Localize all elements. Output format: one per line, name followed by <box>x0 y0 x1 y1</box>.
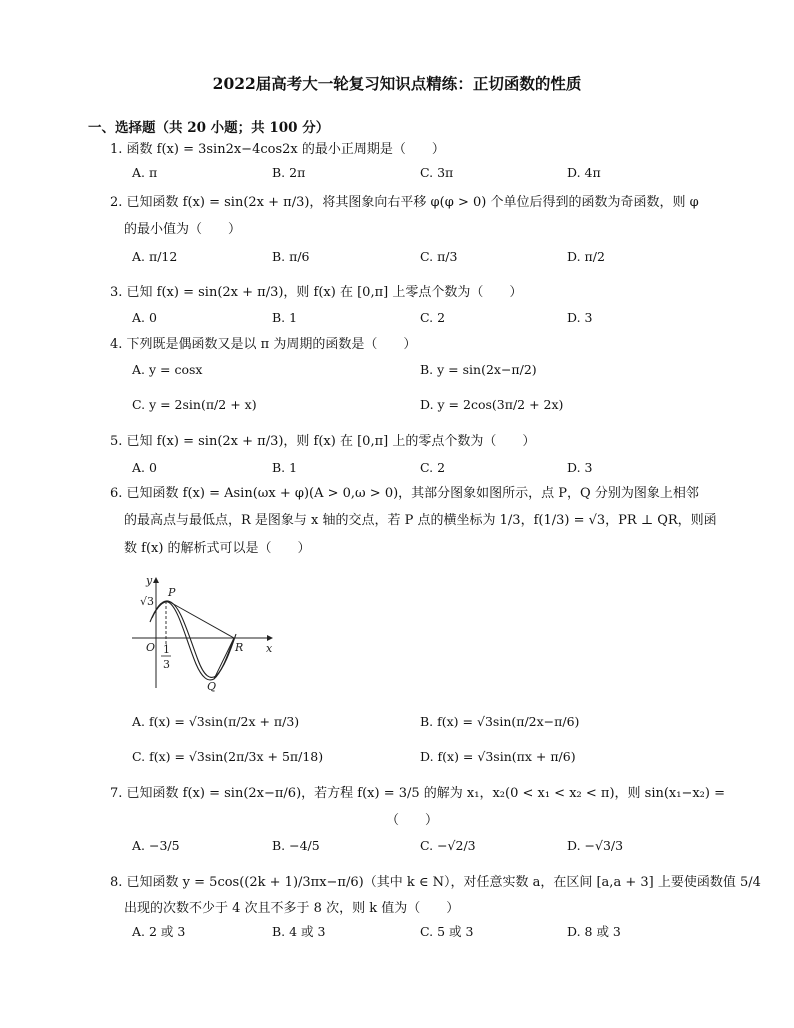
q1-option-d[interactable]: D. 4π <box>567 165 601 180</box>
q1-option-b[interactable]: B. 2π <box>272 165 306 180</box>
q3-option-a[interactable]: A. 0 <box>132 310 157 325</box>
y-label: y <box>146 574 153 587</box>
q1-option-c[interactable]: C. 3π <box>420 165 454 180</box>
q7-option-b[interactable]: B. −4/5 <box>272 838 320 853</box>
q2-stem-line-2: 的最小值为（ ） <box>124 222 242 237</box>
q8-option-c[interactable]: C. 5 或 3 <box>420 924 474 939</box>
r-label: R <box>235 641 244 654</box>
origin-label: O <box>146 641 156 654</box>
q8-stem-line-2: 出现的次数不少于 4 次且不多于 8 次，则 k 值为（ ） <box>124 901 460 916</box>
segment-pr <box>168 601 234 638</box>
q7-option-d[interactable]: D. −√3/3 <box>567 838 624 853</box>
q5-option-b[interactable]: B. 1 <box>272 460 298 475</box>
q6-option-c[interactable]: C. f(x) = √3sin(2π/3x + 5π/18) <box>132 749 324 764</box>
q6-option-d[interactable]: D. f(x) = √3sin(πx + π/6) <box>420 749 576 764</box>
q6-stem-line-3: 数 f(x) 的解析式可以是（ ） <box>124 541 311 556</box>
page-title: 2022届高考大一轮复习知识点精练：正切函数的性质 <box>212 74 582 93</box>
q4-option-a[interactable]: A. y = cosx <box>132 362 203 377</box>
q1-stem: 1. 函数 f(x) = 3sin2x−4cos2x 的最小正周期是（ ） <box>110 142 445 157</box>
q2-option-d[interactable]: D. π/2 <box>567 249 605 264</box>
q4-option-b[interactable]: B. y = sin(2x−π/2) <box>420 362 537 377</box>
q7-option-a[interactable]: A. −3/5 <box>132 838 180 853</box>
x-label: x <box>266 642 273 655</box>
q8-stem-line-1: 8. 已知函数 y = 5cos((2k + 1)/3πx−π/6)（其中 k ∈ N），对任意实数 a，在区间 [a,a + 3] 上要使函数值 5/4 <box>110 875 761 890</box>
q2-option-c[interactable]: C. π/3 <box>420 249 458 264</box>
q8-option-d[interactable]: D. 8 或 3 <box>567 924 621 939</box>
three-label: 3 <box>163 658 170 671</box>
q5-option-a[interactable]: A. 0 <box>132 460 157 475</box>
q3-option-b[interactable]: B. 1 <box>272 310 298 325</box>
q3-stem: 3. 已知 f(x) = sin(2x + π/3)，则 f(x) 在 [0,π] 上零点个数为（ ） <box>110 285 523 300</box>
q8-option-b[interactable]: B. 4 或 3 <box>272 924 326 939</box>
segment-qr <box>214 638 234 679</box>
q7-option-c[interactable]: C. −√2/3 <box>420 838 476 853</box>
one-label: 1 <box>163 643 170 656</box>
q5-option-d[interactable]: D. 3 <box>567 460 593 475</box>
q4-option-c[interactable]: C. y = 2sin(π/2 + x) <box>132 397 257 412</box>
q5-stem: 5. 已知 f(x) = sin(2x + π/3)，则 f(x) 在 [0,π] 上的零点个数为（ ） <box>110 434 536 449</box>
q6-stem-line-1: 6. 已知函数 f(x) = Asin(ωx + φ)(A > 0,ω > 0)，其部分图象如图所示，点 P，Q 分别为图象上相邻 <box>110 486 699 501</box>
q6-option-a[interactable]: A. f(x) = √3sin(π/2x + π/3) <box>132 714 300 729</box>
q2-option-a[interactable]: A. π/12 <box>132 249 178 264</box>
q6-stem-line-2: 的最高点与最低点，R 是图象与 x 轴的交点，若 P 点的横坐标为 1/3，f(1/3) = √3，PR ⊥ QR，则函 <box>124 513 717 528</box>
sqrt3-label: √3 <box>140 595 155 608</box>
section-heading: 一、选择题（共 20 小题；共 100 分） <box>88 120 330 136</box>
q-label: Q <box>207 680 217 692</box>
q2-stem-line-1: 2. 已知函数 f(x) = sin(2x + π/3)，将其图象向右平移 φ(φ > 0) 个单位后得到的函数为奇函数，则 φ <box>110 195 699 210</box>
q4-stem: 4. 下列既是偶函数又是以 π 为周期的函数是（ ） <box>110 337 417 352</box>
q6-option-b[interactable]: B. f(x) = √3sin(π/2x−π/6) <box>420 714 580 729</box>
q1-option-a[interactable]: A. π <box>132 165 158 180</box>
q4-option-d[interactable]: D. y = 2cos(3π/2 + 2x) <box>420 397 564 412</box>
q7-stem-line-1: 7. 已知函数 f(x) = sin(2x−π/6)，若方程 f(x) = 3/5 的解为 x₁，x₂(0 < x₁ < x₂ < π)，则 sin(x₁−x₂) = <box>110 786 725 801</box>
q8-option-a[interactable]: A. 2 或 3 <box>132 924 186 939</box>
q2-option-b[interactable]: B. π/6 <box>272 249 310 264</box>
q6-figure <box>124 572 284 696</box>
q3-option-d[interactable]: D. 3 <box>567 310 593 325</box>
q5-option-c[interactable]: C. 2 <box>420 460 446 475</box>
q3-option-c[interactable]: C. 2 <box>420 310 446 325</box>
p-label: P <box>168 586 176 599</box>
q7-stem-line-2: （ ） <box>386 813 439 828</box>
